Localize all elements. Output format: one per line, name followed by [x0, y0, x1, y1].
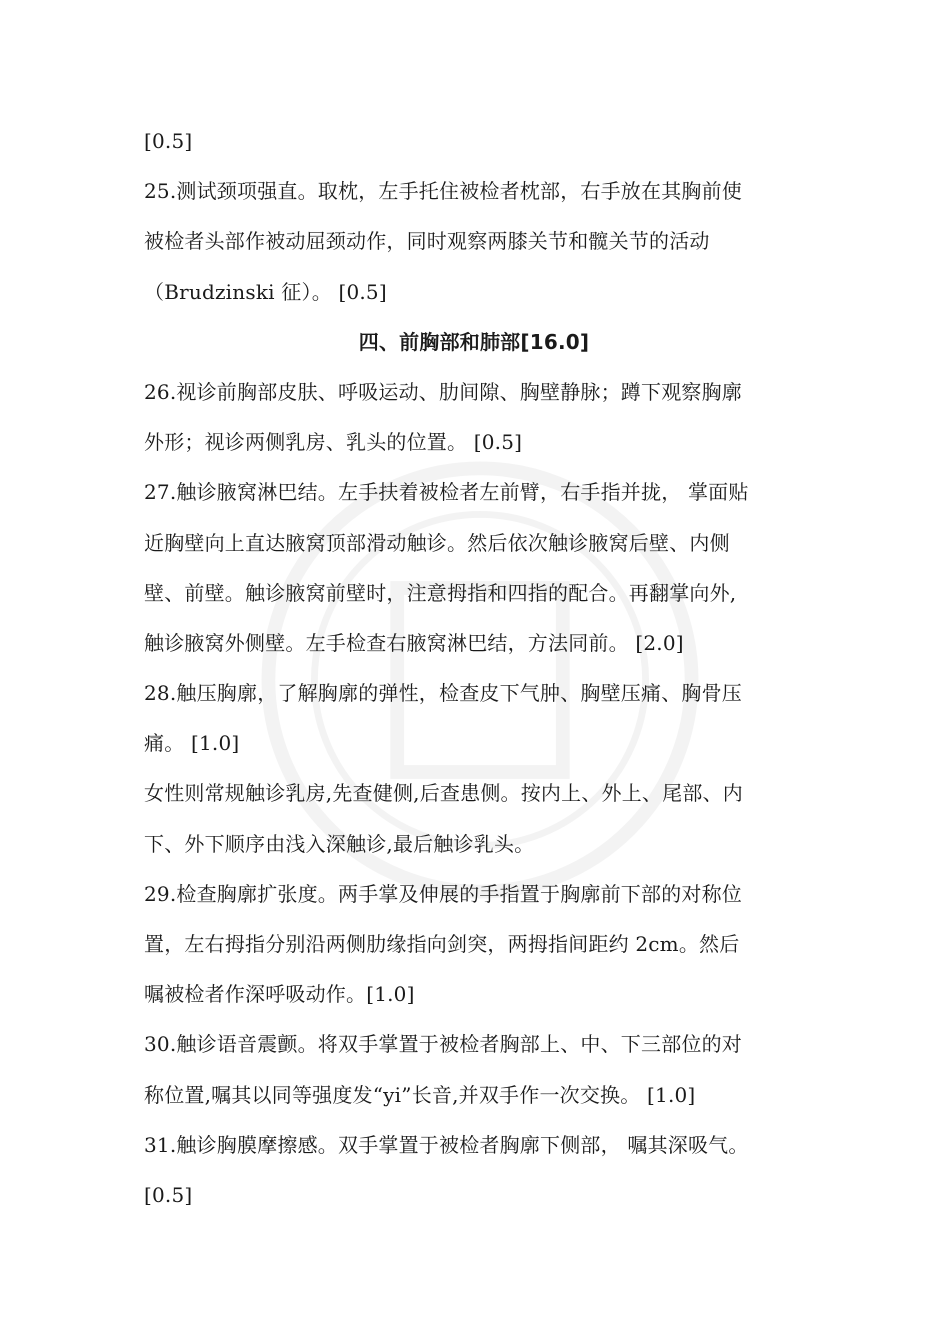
text-line: 外形；视诊两侧乳房、乳头的位置。 [0.5]	[144, 430, 523, 455]
text-line: 30.触诊语音震颤。将双手掌置于被检者胸部上、中、下三部位的对	[144, 1032, 743, 1057]
text-line: 壁、前壁。触诊腋窝前壁时，注意拇指和四指的配合。再翻掌向外,	[144, 580, 737, 605]
text-line: 近胸壁向上直达腋窝顶部滑动触诊。然后依次触诊腋窝后壁、内侧	[144, 530, 730, 555]
text-line: 嘱被检者作深呼吸动作。[1.0]	[144, 982, 415, 1007]
text-line: 28.触压胸廓，了解胸廓的弹性，检查皮下气肿、胸壁压痛、胸骨压	[144, 681, 743, 706]
section-heading: 四、前胸部和肺部[16.0]	[358, 329, 590, 354]
text-line: 29.检查胸廓扩张度。两手掌及伸展的手指置于胸廓前下部的对称位	[144, 881, 743, 906]
text-line: 31.触诊胸膜摩擦感。双手掌置于被检者胸廓下侧部， 嘱其深吸气。	[144, 1132, 749, 1157]
text-line: 26.视诊前胸部皮肤、呼吸运动、肋间隙、胸壁静脉；蹲下观察胸廓	[144, 379, 743, 404]
document-body	[144, 116, 804, 1220]
text-line: 称位置,嘱其以同等强度发“yi”长音,并双手作一次交换。 [1.0]	[144, 1082, 696, 1107]
text-line: 27.触诊腋窝淋巴结。左手扶着被检者左前臂，右手指并拢， 掌面贴	[144, 480, 749, 505]
text-line: 触诊腋窝外侧壁。左手检查右腋窝淋巴结，方法同前。 [2.0]	[144, 630, 684, 655]
text-line: [0.5]	[144, 1182, 193, 1207]
text-line: 被检者头部作被动屈颈动作，同时观察两膝关节和髋关节的活动	[144, 229, 710, 254]
text-line: （Brudzinski 征）。 [0.5]	[144, 279, 387, 304]
text-line: [0.5]	[144, 129, 193, 153]
text-line: 置，左右拇指分别沿两侧肋缘指向剑突，两拇指间距约 2cm。然后	[144, 932, 740, 956]
text-line: 痛。 [1.0]	[144, 731, 240, 756]
text-line: 女性则常规触诊乳房,先查健侧,后查患侧。按内上、外上、尾部、内	[144, 781, 743, 806]
text-line: 下、外下顺序由浅入深触诊,最后触诊乳头。	[144, 831, 535, 856]
text-line: 25.测试颈项强直。取枕，左手托住被检者枕部，右手放在其胸前使	[144, 179, 743, 204]
